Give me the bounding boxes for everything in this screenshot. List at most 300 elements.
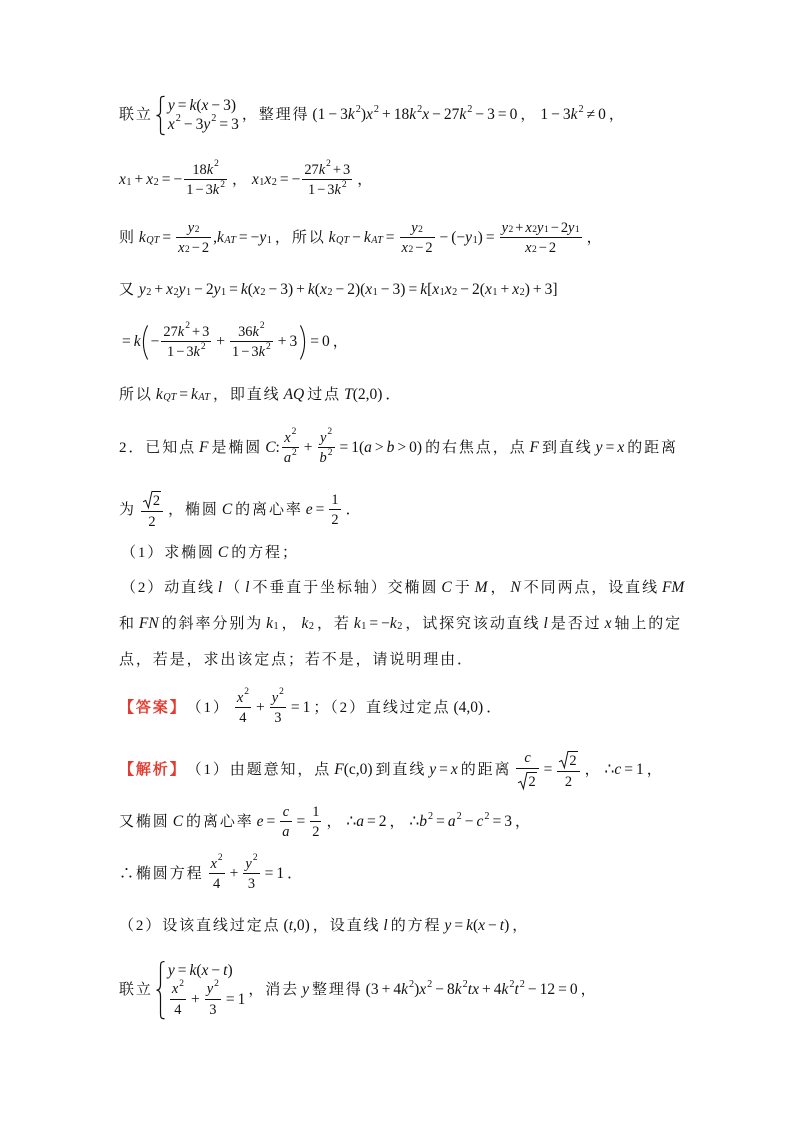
math-variable: y: [465, 229, 473, 247]
text-run: ，消去: [248, 981, 300, 998]
fraction: [184, 159, 227, 198]
text-run: 又: [119, 281, 136, 298]
math-number: (4,0): [453, 699, 484, 717]
math-variable: y: [271, 689, 279, 706]
text-run: 过点: [307, 386, 342, 403]
system-row: [168, 961, 246, 981]
fraction: [161, 321, 211, 360]
parenthesized-group: [142, 321, 307, 360]
fraction: [516, 751, 538, 789]
math-number: ): [230, 96, 237, 114]
math-variable: FN: [138, 615, 159, 633]
analysis-line-3: [119, 844, 304, 904]
solution-line-4: [119, 260, 561, 320]
math-variable: x: [401, 240, 408, 256]
math-operator: −: [183, 116, 193, 133]
math-variable: y: [187, 219, 195, 236]
math-variable: k: [307, 281, 315, 299]
fraction: [557, 751, 579, 789]
fraction: [205, 978, 221, 1018]
math-operator: +: [154, 281, 164, 299]
square-root: [143, 491, 161, 508]
math-number: (3: [365, 981, 379, 999]
math-variable: l: [217, 579, 223, 597]
fraction: [209, 853, 225, 892]
math-variable: y: [259, 229, 267, 247]
math-operator: =: [279, 171, 289, 189]
math-variable: k: [318, 161, 326, 178]
math-operator: =: [558, 981, 567, 999]
fraction-denominator: [280, 822, 291, 839]
math-number: 2)(: [347, 281, 366, 299]
math-number: 1: [232, 344, 240, 360]
math-expression: [605, 616, 612, 632]
text-run: ，: [646, 761, 664, 778]
math-variable: x: [236, 689, 244, 706]
math-variable: x: [478, 917, 486, 935]
fraction-denominator: [272, 708, 283, 725]
answer-line: [119, 678, 503, 738]
square-root: [559, 751, 577, 768]
math-operator: +: [134, 171, 144, 189]
superscript: 2: [408, 978, 415, 990]
math-variable: t: [223, 961, 228, 979]
text-run: ．: [287, 865, 304, 882]
subscript: AT: [371, 235, 383, 247]
left-brace: [156, 961, 165, 1019]
subscript: 1: [186, 287, 192, 299]
math-expression: [199, 440, 208, 456]
math-variable: x: [166, 281, 174, 299]
math-variable: x: [252, 281, 260, 299]
math-operator: =: [436, 813, 445, 831]
solution-line-1: [119, 85, 626, 145]
math-number: −: [150, 333, 160, 351]
math-operator: −: [550, 219, 559, 236]
math-expression: [596, 440, 625, 456]
text-run: （2）设该直线过定点: [119, 917, 281, 934]
math-expression: [409, 810, 512, 831]
math-variable: k: [420, 281, 428, 299]
math-variable: F: [199, 439, 209, 457]
fraction-denominator: [230, 342, 273, 359]
text-run: ，: [512, 917, 530, 934]
math-operator: −: [268, 281, 278, 299]
math-number: 1: [636, 761, 644, 779]
radicand: [568, 751, 577, 768]
math-variable: x: [171, 981, 179, 998]
math-variable: C: [265, 439, 276, 457]
math-variable: x: [604, 615, 612, 633]
math-variable: x: [167, 116, 175, 133]
math-number: 3: [205, 182, 213, 198]
math-number: 3]: [544, 281, 558, 299]
math-number: 1: [312, 803, 320, 820]
fraction: [243, 853, 259, 892]
fraction-denominator: [310, 822, 321, 839]
math-expression: [540, 103, 606, 124]
math-variable: C: [172, 813, 184, 831]
math-variable: k: [301, 615, 309, 633]
subscript: 1: [126, 177, 132, 189]
superscript: 2: [327, 427, 333, 438]
math-variable: k: [189, 961, 197, 979]
superscript: 2: [217, 853, 223, 864]
math-variable: T: [344, 386, 353, 404]
math-variable: k: [216, 229, 224, 247]
math-variable: x: [432, 281, 440, 299]
math-expression: [514, 751, 581, 789]
math-operator: +: [216, 333, 226, 351]
math-variable: y: [302, 981, 309, 999]
math-variable: y: [568, 219, 575, 236]
superscript: 2: [252, 853, 258, 864]
math-operator: +: [532, 281, 542, 299]
math-operator: =: [485, 229, 495, 247]
text-run: ，设直线: [312, 917, 381, 934]
system-rows: [168, 961, 246, 1019]
text-run: 2．已知点: [119, 439, 197, 456]
fraction: [310, 805, 321, 840]
math-variable: k: [189, 96, 197, 114]
math-expression: [312, 103, 518, 124]
math-variable: M: [474, 579, 488, 597]
math-number: 1: [540, 106, 549, 124]
math-expression: [119, 159, 229, 198]
text-run: ．: [345, 501, 363, 518]
text-run: 到直线: [541, 439, 593, 456]
superscript: 2: [179, 978, 184, 989]
math-operator: −: [211, 96, 221, 114]
math-number: 3: [487, 106, 495, 124]
fraction-denominator: [184, 180, 227, 197]
math-variable: x: [251, 171, 259, 189]
superscript: 2: [211, 113, 217, 125]
math-expression: [119, 321, 330, 360]
math-operator: =: [264, 865, 274, 883]
math-variable: k: [334, 182, 341, 198]
math-number: (c,0): [343, 761, 373, 779]
fraction-numerator: [243, 853, 259, 873]
math-number: 3: [231, 116, 239, 133]
math-variable: t: [514, 981, 519, 999]
analysis-line-5: [119, 960, 598, 1020]
math-variable: x: [119, 171, 126, 189]
math-number: 3: [327, 182, 335, 198]
text-run: ，: [281, 615, 299, 632]
math-operator: +: [500, 281, 510, 299]
math-number: ∴: [409, 813, 420, 831]
math-number: 3: [223, 96, 231, 114]
fraction-denominator: [306, 180, 349, 197]
math-variable: x: [512, 281, 520, 299]
math-variable: x: [419, 981, 427, 999]
math-variable: b: [419, 813, 428, 831]
math-number: 2: [548, 240, 557, 256]
math-variable: b: [386, 439, 395, 457]
math-variable: x: [450, 761, 458, 779]
math-operator: =: [122, 333, 131, 351]
math-variable: AQ: [283, 386, 305, 404]
fraction-denominator: [176, 238, 211, 255]
solution-line-3: [119, 208, 604, 268]
math-operator: −: [211, 961, 221, 979]
fraction-numerator: [190, 159, 221, 179]
math-operator: >: [397, 439, 407, 457]
radicand: [527, 772, 536, 789]
math-variable: x: [201, 961, 209, 979]
superscript: 2: [327, 447, 333, 458]
math-number: 2: [560, 219, 569, 236]
subscript: 1: [259, 177, 265, 189]
subscript: 1: [574, 225, 580, 236]
fraction-denominator: [211, 874, 222, 891]
math-operator: =: [310, 333, 319, 351]
system-row: [168, 980, 246, 1019]
math-operator: −: [527, 981, 537, 999]
math-operator: =: [497, 106, 507, 124]
math-operator: −: [335, 281, 345, 299]
math-expression: [207, 853, 285, 892]
math-number: 2: [205, 281, 214, 299]
fraction-denominator: [207, 1000, 218, 1017]
math-variable: l: [383, 917, 388, 935]
equation-system: [156, 961, 246, 1019]
fraction-numerator: [161, 321, 211, 341]
math-operator: −: [439, 229, 449, 247]
parenthesized-body: [149, 321, 300, 360]
math-operator: −: [176, 344, 185, 360]
text-run: ；（2）直线过定点: [313, 699, 451, 716]
square-root: [518, 772, 536, 789]
math-variable: k: [191, 386, 198, 404]
subscript: 2: [397, 621, 403, 633]
math-number: (: [247, 281, 253, 299]
math-number: 12: [539, 981, 556, 999]
math-number: ): [504, 917, 510, 935]
math-expression: [544, 616, 548, 632]
math-expression: [365, 978, 578, 999]
system-row: [168, 96, 239, 116]
fraction: [400, 221, 435, 256]
math-operator: −: [464, 813, 474, 831]
text-run: ，: [389, 813, 407, 830]
fraction-numerator: [236, 321, 267, 341]
subscript: AT: [224, 235, 236, 247]
fraction: [280, 805, 291, 840]
math-expression: [453, 700, 483, 716]
math-number: −: [173, 171, 183, 189]
math-number: 3: [562, 106, 571, 124]
subscript: 2: [194, 225, 200, 236]
math-variable: l: [543, 615, 548, 633]
math-variable: x: [365, 281, 373, 299]
text-run: （1）由题意知，点: [186, 761, 332, 778]
math-variable: FM: [661, 579, 685, 597]
math-operator: +: [277, 333, 287, 351]
text-run: 的离心率: [235, 501, 303, 518]
fraction-denominator: [237, 708, 248, 725]
math-variable: C: [221, 501, 233, 519]
math-operator: −: [551, 106, 560, 124]
math-operator: −: [435, 981, 445, 999]
math-variable: y: [319, 429, 327, 446]
math-variable: x: [146, 171, 154, 189]
math-number: 3: [251, 344, 259, 360]
math-variable: y: [501, 219, 508, 236]
solution-line-5: [119, 312, 350, 372]
fraction-numerator: [557, 751, 579, 770]
math-variable: k: [266, 615, 274, 633]
text-run: ，: [357, 171, 375, 188]
fraction-numerator: [282, 427, 298, 447]
subscript: 2: [308, 621, 315, 633]
superscript: 2: [519, 978, 525, 990]
math-operator: −: [460, 281, 470, 299]
math-operator: +: [229, 865, 239, 883]
math-operator: +: [303, 439, 313, 457]
math-variable: y: [245, 855, 252, 872]
math-number: :: [275, 439, 280, 457]
text-run: （1）求椭圆: [121, 544, 215, 561]
math-variable: c: [282, 803, 290, 820]
text-run: ，若: [317, 615, 351, 632]
text-run: 不垂直于坐标轴）交椭圆: [252, 579, 439, 596]
math-operator: −: [488, 917, 497, 935]
superscript: 2: [200, 341, 206, 352]
math-number: ∴: [346, 813, 357, 831]
fraction: [176, 221, 211, 256]
section-label: 【答案】: [119, 699, 187, 716]
fraction-numerator: [522, 751, 532, 767]
fraction-denominator: [329, 510, 340, 527]
math-number: 0: [509, 106, 518, 124]
math-number: −: [250, 229, 260, 247]
math-number: (: [196, 96, 202, 114]
subscript: 1: [273, 621, 279, 633]
text-run: ，所以: [274, 229, 326, 246]
fraction-denominator: [282, 448, 299, 465]
math-variable: x: [178, 240, 185, 256]
math-expression: [257, 805, 324, 840]
math-variable: y: [138, 281, 146, 299]
math-operator: =: [624, 761, 634, 779]
math-expression: [284, 918, 310, 934]
math-variable: a: [447, 813, 456, 831]
math-variable: x: [284, 429, 291, 446]
math-operator: =: [219, 116, 229, 133]
math-number: 4: [493, 981, 502, 999]
math-number: (1: [312, 106, 326, 124]
math-expression: [306, 493, 343, 528]
math-variable: tx: [467, 981, 479, 999]
math-number: ): [227, 961, 233, 979]
math-number: 2: [528, 773, 536, 790]
math-expression: [233, 687, 311, 726]
fraction: [302, 159, 352, 198]
radical-sign: [143, 491, 152, 508]
math-operator: +: [190, 991, 200, 1008]
math-variable: y: [213, 281, 221, 299]
math-expression: [284, 387, 305, 403]
math-number: 3: [195, 116, 204, 133]
math-variable: y: [167, 96, 175, 114]
superscript: 2: [265, 341, 271, 352]
superscript: 2: [373, 103, 380, 115]
left-parenthesis: [142, 325, 149, 360]
superscript: 2: [185, 321, 190, 332]
fraction-numerator: [409, 221, 425, 237]
subscript: 1: [543, 225, 549, 236]
math-number: 0: [598, 106, 606, 124]
math-expression: [383, 918, 387, 934]
fraction-denominator: [400, 238, 435, 255]
math-operator: =: [225, 991, 235, 1008]
math-variable: k: [206, 161, 214, 178]
fraction-numerator: [281, 805, 291, 821]
analysis-line-2: [119, 792, 532, 852]
subscript: 1: [492, 287, 498, 299]
math-number: 3: [202, 323, 210, 340]
text-run: ∴椭圆方程: [119, 865, 204, 882]
fraction-numerator: [500, 221, 582, 237]
radical-sign: [518, 772, 527, 789]
math-operator: −: [191, 240, 200, 256]
math-expression: [444, 918, 509, 934]
math-variable: k: [454, 981, 462, 999]
subscript: QT: [146, 235, 160, 247]
math-number: 27: [304, 161, 319, 178]
math-operator: =: [315, 501, 325, 519]
superscript: 2: [578, 103, 584, 115]
superscript: 2: [509, 978, 515, 990]
text-run: 整理得: [311, 981, 363, 998]
text-run: （2）动直线: [121, 579, 215, 596]
math-number: ): [414, 981, 420, 999]
superscript: 2: [341, 179, 347, 190]
text-run: 是否过: [550, 615, 602, 632]
math-operator: =: [454, 917, 464, 935]
fraction-numerator: [329, 493, 340, 509]
math-number: 27: [163, 323, 178, 340]
math-variable: c: [614, 761, 622, 779]
math-variable: k: [252, 323, 259, 340]
math-expression: [173, 814, 183, 830]
math-operator: +: [382, 106, 391, 124]
subscript: QT: [163, 392, 177, 404]
math-expression: [605, 762, 644, 778]
fraction-numerator: [170, 978, 186, 998]
fraction-numerator: [186, 221, 202, 237]
fraction-numerator: [235, 687, 251, 707]
math-expression: [139, 282, 558, 298]
text-run: 不同两点，设直线: [523, 579, 659, 596]
math-variable: x: [366, 106, 373, 124]
text-run: 于: [454, 579, 472, 596]
solution-line-2: [119, 150, 374, 210]
subscript: 1: [361, 621, 367, 633]
fraction-numerator: [318, 427, 334, 447]
math-number: 1: [331, 491, 339, 508]
text-run: 联立: [119, 106, 153, 123]
subscript: 2: [532, 245, 537, 256]
fraction-numerator: [205, 978, 221, 998]
fraction-numerator: [310, 805, 321, 821]
math-variable: k: [409, 106, 417, 124]
math-number: 3: [504, 813, 512, 831]
text-run: ，: [608, 106, 626, 123]
fraction: [230, 321, 273, 360]
